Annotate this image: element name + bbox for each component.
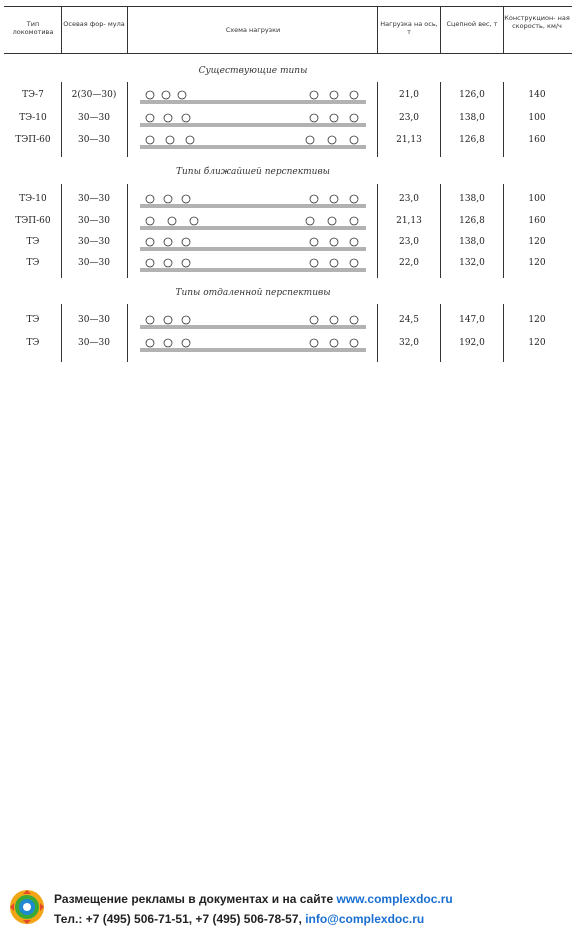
load-scheme-drawing (138, 190, 370, 208)
design-speed: 120 (528, 258, 546, 268)
load-scheme-drawing (138, 109, 370, 127)
adhesion-weight: 138,0 (459, 113, 485, 123)
header-axle-load: Нагрузка на ось, т (380, 20, 438, 36)
axle-load: 21,0 (398, 90, 420, 100)
footer-ad (0, 884, 576, 932)
adhesion-weight: 132,0 (459, 258, 485, 268)
col-rule (440, 304, 441, 362)
col-rule (127, 82, 128, 157)
axle-load: 23,0 (398, 194, 420, 204)
header-design-speed: Конструкцион- ная скорость, км/ч (504, 14, 570, 30)
footer-contact-line (54, 912, 424, 926)
email-link[interactable]: info@complexdoc.ru (305, 912, 425, 926)
axle-formula: 30—30 (78, 258, 110, 268)
load-scheme-drawing (138, 233, 370, 251)
adhesion-weight: 147,0 (459, 315, 485, 325)
header-adhesion-weight: Сцепной вес, т (446, 20, 498, 28)
col-rule (127, 304, 128, 362)
col-rule (61, 304, 62, 362)
adhesion-weight: 138,0 (459, 194, 485, 204)
locomotive-type: ТЭ-10 (19, 194, 47, 204)
design-speed: 120 (528, 315, 546, 325)
axle-load: 32,0 (398, 338, 420, 348)
axle-formula: 30—30 (78, 315, 110, 325)
axle-load: 22,0 (398, 258, 420, 268)
col-rule (127, 184, 128, 278)
locomotive-type: ТЭ (26, 338, 40, 348)
design-speed: 160 (528, 135, 546, 145)
axle-formula: 2(30—30) (71, 90, 117, 100)
col-rule (127, 6, 128, 54)
adhesion-weight: 126,0 (459, 90, 485, 100)
adhesion-weight: 138,0 (459, 237, 485, 247)
load-scheme-drawing (138, 311, 370, 329)
adhesion-weight: 126,8 (459, 135, 485, 145)
design-speed: 120 (528, 338, 546, 348)
col-rule (440, 6, 441, 54)
axle-formula: 30—30 (78, 216, 110, 226)
footer-ad-line (54, 892, 453, 906)
section-title-near-future: Типы ближайшей перспективы (175, 167, 331, 177)
axle-formula: 30—30 (78, 237, 110, 247)
design-speed: 160 (528, 216, 546, 226)
header-load-scheme: Схема нагрузки (225, 26, 281, 34)
design-speed: 100 (528, 194, 546, 204)
axle-load: 23,0 (398, 237, 420, 247)
website-link[interactable]: www.complexdoc.ru (336, 892, 453, 906)
col-rule (61, 6, 62, 54)
header-type: Тип локомотива (12, 20, 54, 36)
axle-load: 23,0 (398, 113, 420, 123)
col-rule (440, 184, 441, 278)
axle-load: 24,5 (398, 315, 420, 325)
table-top-rule (4, 6, 572, 7)
axle-formula: 30—30 (78, 135, 110, 145)
locomotive-type: ТЭП-60 (15, 216, 51, 226)
design-speed: 140 (528, 90, 546, 100)
header-bottom-rule (4, 53, 572, 54)
load-scheme-drawing (138, 131, 370, 149)
locomotive-type: ТЭ-10 (19, 113, 47, 123)
design-speed: 100 (528, 113, 546, 123)
load-scheme-drawing (138, 334, 370, 352)
footer-phones-text: Тел.: +7 (495) 506-71-51, +7 (495) 506-78-57, (54, 912, 306, 926)
header-axle-formula: Осевая фор- мула (63, 20, 125, 28)
footer-ad-text: Размещение рекламы в документах и на сайте (54, 892, 337, 906)
load-scheme-drawing (138, 86, 370, 104)
locomotive-type: ТЭ (26, 237, 40, 247)
section-title-existing: Существующие типы (198, 66, 308, 76)
complexdoc-logo-icon (8, 888, 46, 926)
adhesion-weight: 192,0 (459, 338, 485, 348)
adhesion-weight: 126,8 (459, 216, 485, 226)
axle-formula: 30—30 (78, 113, 110, 123)
col-rule (440, 82, 441, 157)
load-scheme-drawing (138, 254, 370, 272)
axle-load: 21,13 (396, 216, 422, 226)
design-speed: 120 (528, 237, 546, 247)
locomotive-type: ТЭ (26, 315, 40, 325)
section-title-far-future: Типы отдаленной перспективы (175, 288, 331, 298)
locomotive-type: ТЭ-7 (22, 90, 44, 100)
locomotive-type: ТЭП-60 (15, 135, 51, 145)
col-rule (503, 6, 504, 54)
col-rule (377, 6, 378, 54)
axle-formula: 30—30 (78, 338, 110, 348)
axle-load: 21,13 (396, 135, 422, 145)
col-rule (377, 304, 378, 362)
locomotive-type: ТЭ (26, 258, 40, 268)
axle-formula: 30—30 (78, 194, 110, 204)
col-rule (503, 304, 504, 362)
load-scheme-drawing (138, 212, 370, 230)
